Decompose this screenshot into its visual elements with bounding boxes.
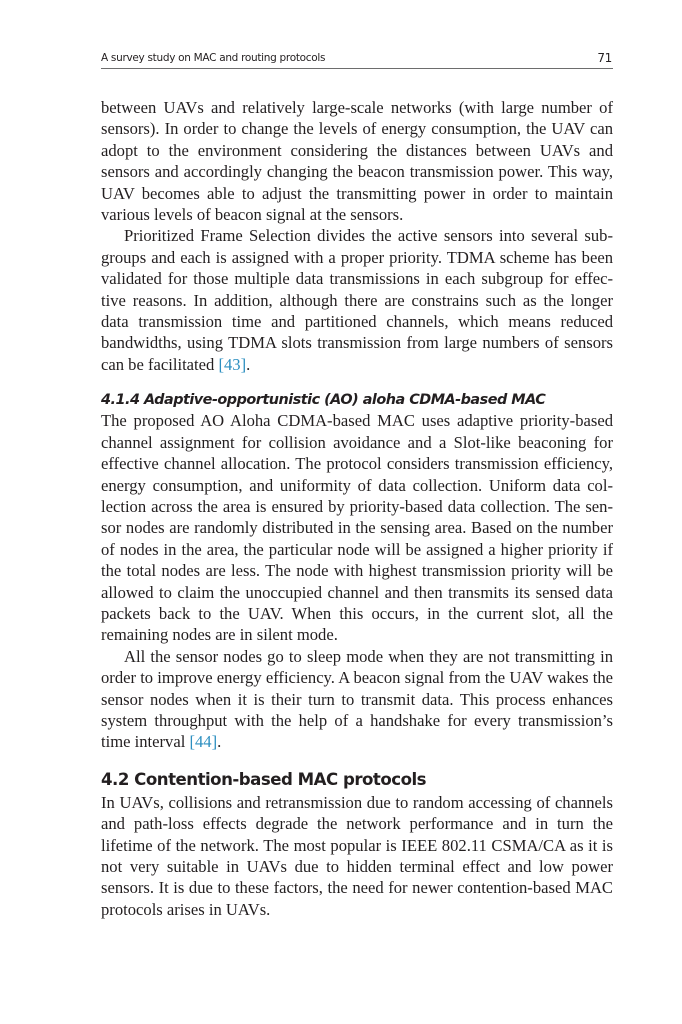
- paragraph-text: In UAVs, collisions and retransmission due to random accessing of channels and path-loss effects degrade the network performance and in turn the lifetime of the network. The most popular is IEEE 802.11 CSMA/CA as it is not very suitable in UAVs due to hidden terminal effect and low power sensors. It is due to these factors, the need for newer contention-based MAC protocols arises in UAVs.: [101, 792, 613, 919]
- paragraph-text: Prioritized Frame Selection divides the active sensors into several subgroups and each is assigned with a proper priority. TDMA scheme has been validated for those multiple data transmissions in each subgroup for effective reasons. In addition, although there are constrains such as the longer data transmission time and partitioned channels, which means reduced bandwidths, using TDMA slots transmission from large numbers of sensors can be facilitated: [101, 226, 613, 374]
- citation-link-43[interactable]: [43]: [218, 354, 247, 374]
- citation-link-44[interactable]: [44]: [189, 732, 218, 752]
- paragraph-sleep-mode: [101, 646, 613, 753]
- paragraph-contention-based: [101, 792, 613, 920]
- page-number: 71: [597, 51, 612, 65]
- paragraph-ao-aloha: [101, 410, 613, 645]
- paragraph-text: The proposed AO Aloha CDMA-based MAC uses adaptive priority-based channel assignment for collision avoidance and a Slot-like beaconing for effective channel allocation. The protocol considers transmission efficiency, energy consumption, and uniformity of data collection. Uniform data collection across the area is ensured by priority-based data collection. The sensor nodes are randomly distributed in the sensing area. Based on the number of nodes in the area, the particular node will be assigned a higher priority if the total nodes are less. The node with highest transmission priority will be allowed to claim the unoccupied channel and then transmits its sensed data packets back to the UAV. When this occurs, in the current slot, all the remaining nodes are in silent mode.: [101, 411, 613, 645]
- section-heading-4-2: 4.2 Contention-based MAC protocols: [101, 769, 427, 789]
- paragraph-continued: [101, 97, 613, 225]
- subsection-heading-4-1-4: 4.1.4 Adaptive-opportunistic (AO) aloha CDMA-based MAC: [101, 392, 546, 409]
- paragraph-trailing: .: [217, 732, 222, 752]
- running-head: [101, 51, 613, 69]
- running-head-title: A survey study on MAC and routing protocols: [101, 52, 326, 64]
- paragraph-prioritized-frame-selection: [101, 225, 613, 375]
- paragraph-text: between UAVs and relatively large-scale networks (with large number of sensors). In order to change the levels of energy consumption, the UAV can adopt to the environment considering the distances between UAVs and sensors and accordingly changing the beacon transmission power. This way, UAV becomes able to adjust the transmitting power in order to maintain various levels of beacon signal at the sensors.: [101, 98, 613, 225]
- paragraph-text: All the sensor nodes go to sleep mode when they are not transmitting in order to improve energy efficiency. A beacon signal from the UAV wakes the sensor nodes when it is their turn to transmit data. This process enhances system throughput with the help of a handshake for every transmission’s time interval: [101, 646, 613, 752]
- body-text: [101, 97, 613, 920]
- paragraph-trailing: .: [246, 354, 251, 374]
